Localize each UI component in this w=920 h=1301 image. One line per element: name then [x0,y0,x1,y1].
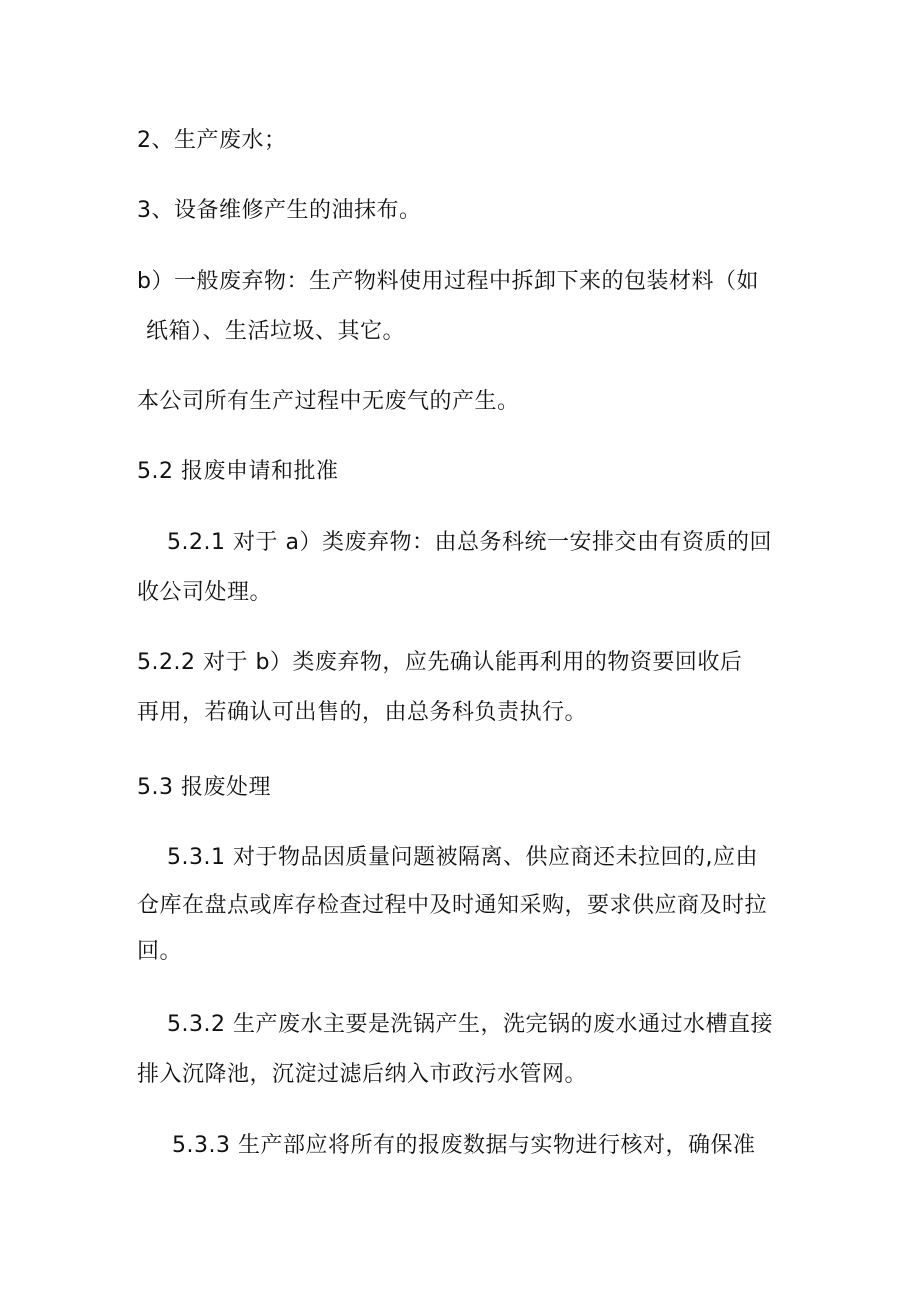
clause-5-2-2-line-2: 再用，若确认可出售的，由总务科负责执行。 [137,700,588,725]
clause-5-3-3-line-1: 5.3.3 生产部应将所有的报废数据与实物进行核对，确保准 [172,1133,756,1158]
list-item-production-wastewater: 2、生产废水； [137,128,287,153]
clause-5-3-2-line-2: 排入沉降池，沉淀过滤后纳入市政污水管网。 [137,1062,588,1087]
list-item-oily-rags: 3、设备维修产生的油抹布。 [137,198,422,223]
clause-5-3-1-line-1: 5.3.1 对于物品因质量问题被隔离、供应商还未拉回的,应由 [167,845,758,870]
no-exhaust-statement: 本公司所有生产过程中无废气的产生。 [137,389,520,414]
general-waste-line-2: 纸箱）、生活垃圾、其它。 [146,319,406,344]
clause-5-3-2-line-1: 5.3.2 生产废水主要是洗锅产生，洗完锅的废水通过水槽直接 [167,1012,773,1037]
clause-5-2-1-line-2: 收公司处理。 [137,580,273,605]
general-waste-line-1: b）一般废弃物：生产物料使用过程中拆卸下来的包装材料（如 [137,269,759,294]
clause-5-2-2-line-1: 5.2.2 对于 b）类废弃物，应先确认能再利用的物资要回收后 [137,650,743,675]
section-heading-5-3: 5.3 报废处理 [137,775,271,800]
clause-5-3-1-line-2: 仓库在盘点或库存检查过程中及时通知采购，要求供应商及时拉 [137,893,768,918]
section-heading-5-2: 5.2 报废申请和批准 [137,459,339,484]
clause-5-3-1-line-3: 回。 [137,939,183,964]
clause-5-2-1-line-1: 5.2.1 对于 a）类废弃物：由总务科统一安排交由有资质的回 [167,530,772,555]
